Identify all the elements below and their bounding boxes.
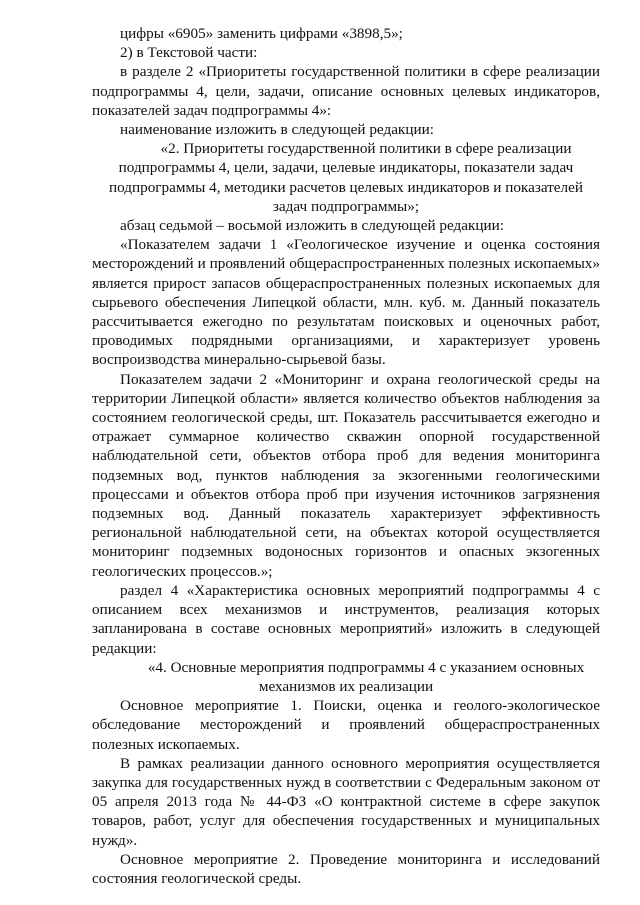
paragraph-abzac-instruction: абзац седьмой – восьмой изложить в следующей редакции: xyxy=(120,217,504,235)
paragraph-main-measure-2: Основное мероприятие 2. Проведение мониторинга и исследований состояния геологической среды. xyxy=(92,850,600,887)
section-4-title: «4. Основные мероприятия подпрограммы 4 с указанием основных механизмов их реализации xyxy=(147,658,585,695)
paragraph-main-measure-1: Основное мероприятие 1. Поиски, оценка и геолого-экологическое обследование месторождений и проявлений общераспространенных полезных ископаемых. xyxy=(92,697,600,753)
paragraph-section-2: в разделе 2 «Приоритеты государственной политики в сфере реализации подпрограммы 4, цели, задачи, описание основных целевых индикаторов, показателей задач подпрограммы 4»: xyxy=(92,63,600,119)
paragraph-indicator-task-2: Показателем задачи 2 «Мониторинг и охрана геологической среды на территории Липецкой области» является количество объектов наблюдения за состоянием геологической среды, шт. Показатель рассчитывается ежегодно и отражает суммарное количество скважин опорной государственной наблюдательной сети, объектов отбора проб для ведения мониторинга подземных вод, пунктов наблюдения за экзогенными геологическими процессами и объектов отбора проб при изучения источников загрязнения подземных вод. Данный показатель характеризует эффективность региональной наблюдательной сети, на объектах которой осуществляется мониторинг подземных водоносных горизонтов и опасных экзогенных геологических процессов.»; xyxy=(92,370,600,580)
document-page xyxy=(92,24,600,888)
paragraph-title-instruction: наименование изложить в следующей редакции: xyxy=(120,121,434,139)
paragraph-procurement: В рамках реализации данного основного мероприятия осуществляется закупка для государственных нужд в соответствии с Федеральным законом от 05 апреля 2013 года № 44-ФЗ «О контрактной системе в сфере закупок товаров, работ, услуг для обеспечения государственных и муниципальных нужд». xyxy=(92,754,600,849)
paragraph-replace-digits: цифры «6905» заменить цифрами «3898,5»; xyxy=(120,25,403,42)
paragraph-section-4: раздел 4 «Характеристика основных мероприятий подпрограммы 4 с описанием всех механизмов и инструментов, реализация которых запланирована в составе основных мероприятий» изложить в следующей редакции: xyxy=(92,581,600,657)
paragraph-text-part: 2) в Текстовой части: xyxy=(120,44,258,62)
section-2-title: «2. Приоритеты государственной политики в сфере реализации подпрограммы 4, цели, задачи, целевые индикаторы, показатели задач подпрограммы 4, методики расчетов целевых индикаторов и показателей задач подпрограммы»; xyxy=(108,140,583,215)
paragraph-indicator-task-1: «Показателем задачи 1 «Геологическое изучение и оценка состояния месторождений и проявлений общераспространенных полезных ископаемых» является прирост запасов общераспространенных полезных ископаемых для сырьевого обеспечения Липецкой области, млн. куб. м. Данный показатель рассчитывается ежегодно по результатам поисковых и оценочных работ, проводимых подрядными организациями, и характеризует уровень воспроизводства минерально-сырьевой базы. xyxy=(92,236,600,369)
